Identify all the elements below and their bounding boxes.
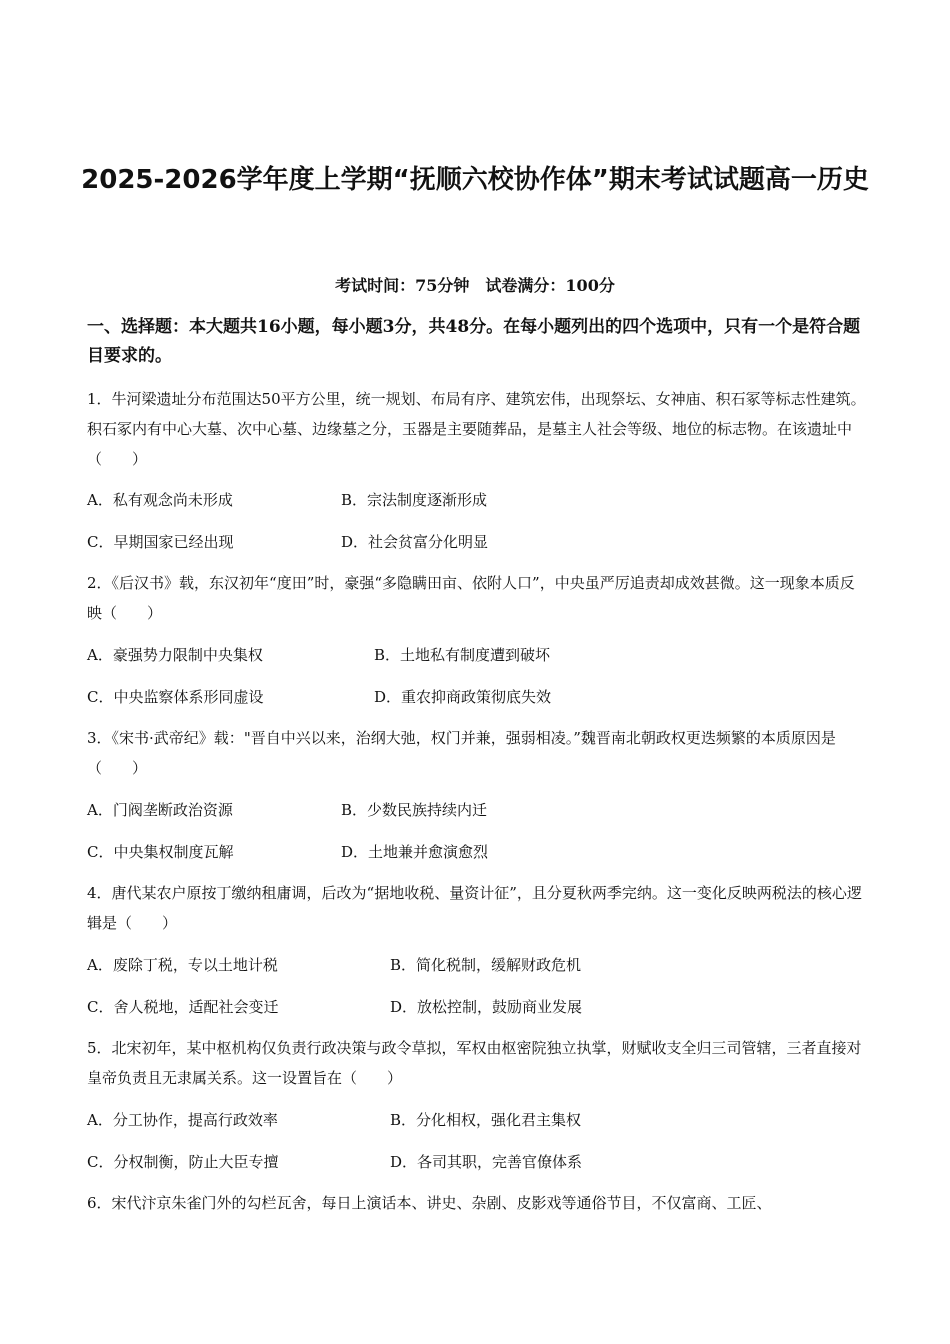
question-3-stem: 3．《宋书·武帝纪》载："晋自中兴以来，治纲大弛，权门并兼，强弱相凌。”魏晋南北朝政权更迭频繁的本质原因是（ ） [87,729,836,777]
q1-option-a: A．私有观念尚未形成 [87,491,233,509]
q2-option-a: A．豪强势力限制中央集权 [87,646,263,664]
question-1-stem: 1．牛河梁遗址分布范围达50平方公里，统一规划、布局有序、建筑宏伟，出现祭坛、女神庙、积石冢等标志性建筑。积石冢内有中心大墓、次中心墓、边缘墓之分，玉器是主要随葬品，是墓主人社会等级、地位的标志物。在该遗址中（ ） [87,390,866,468]
q5-option-d: D．各司其职，完善官僚体系 [390,1153,583,1171]
question-5-stem: 5．北宋初年，某中枢机构仅负责行政决策与政令草拟，军权由枢密院独立执掌，财赋收支全归三司管辖，三者直接对皇帝负责且无隶属关系。这一设置旨在（ ） [87,1039,862,1087]
q2-option-c: C．中央监察体系形同虚设 [87,688,264,706]
q2-option-b: B．土地私有制度遭到破坏 [374,646,551,664]
question-6-stem: 6．宋代汴京朱雀门外的勾栏瓦舍，每日上演话本、讲史、杂剧、皮影戏等通俗节目，不仅富商、工匠、 [87,1194,772,1212]
question-4-stem: 4．唐代某农户原按丁缴纳租庸调，后改为“据地收税、量资计征”，且分夏秋两季完纳。这一变化反映两税法的核心逻辑是（ ） [87,884,862,932]
q4-option-a: A．废除丁税，专以土地计税 [87,956,278,974]
q1-option-b: B．宗法制度逐渐形成 [341,491,488,509]
q1-option-d: D．社会贫富分化明显 [341,533,489,551]
q4-option-c: C．舍人税地，适配社会变迁 [87,998,279,1016]
q2-option-d: D．重农抑商政策彻底失效 [374,688,552,706]
q3-option-b: B．少数民族持续内迁 [341,801,488,819]
q4-option-b: B．简化税制，缓解财政危机 [390,956,582,974]
q5-option-b: B．分化相权，强化君主集权 [390,1111,582,1129]
q1-option-c: C．早期国家已经出现 [87,533,234,551]
question-2-stem: 2．《后汉书》载，东汉初年“度田”时，豪强“多隐瞒田亩、依附人口”，中央虽严厉追责却成效甚微。这一现象本质反映（ ） [87,574,855,622]
q5-option-c: C．分权制衡，防止大臣专擅 [87,1153,279,1171]
q4-option-d: D．放松控制，鼓励商业发展 [390,998,583,1016]
exam-meta: 考试时间：75分钟 试卷满分：100分 [335,276,615,295]
q3-option-c: C．中央集权制度瓦解 [87,843,234,861]
exam-title: 2025-2026学年度上学期“抚顺六校协作体”期末考试试题高一历史 [81,165,869,195]
q3-option-a: A．门阀垄断政治资源 [87,801,233,819]
section-heading: 一、选择题：本大题共16小题，每小题3分，共48分。在每小题列出的四个选项中，只有一个是符合题目要求的。 [87,317,861,366]
q3-option-d: D．土地兼并愈演愈烈 [341,843,489,861]
q5-option-a: A．分工协作，提高行政效率 [87,1111,278,1129]
